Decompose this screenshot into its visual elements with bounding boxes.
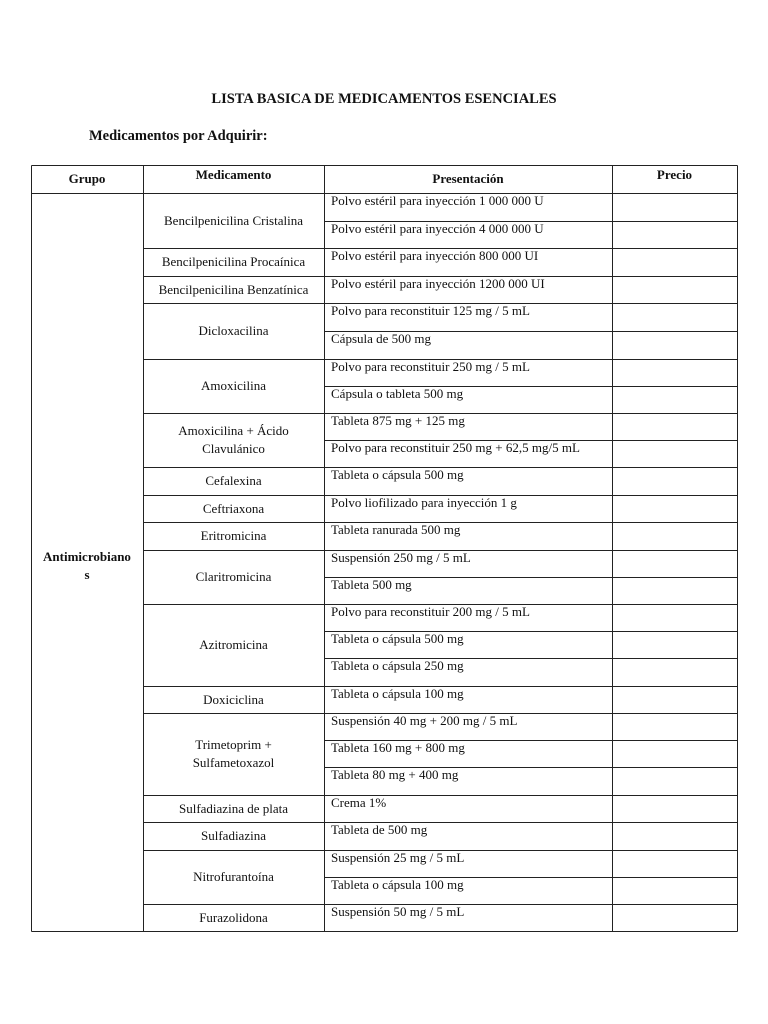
price-cell[interactable]	[612, 658, 737, 686]
presentation-text: Cápsula o tableta 500 mg	[331, 386, 464, 401]
presentation-text: Polvo estéril para inyección 1 000 000 U	[331, 193, 544, 208]
medicine-name: Sulfadiazina de plata	[178, 800, 288, 816]
price-cell[interactable]	[612, 740, 737, 767]
header-grupo: Grupo	[68, 171, 106, 186]
medicine-name: Bencilpenicilina Benzatínica	[158, 281, 309, 297]
price-cell[interactable]	[612, 904, 737, 931]
header-medicamento: Medicamento	[195, 167, 272, 182]
presentation-text: Polvo liofilizado para inyección 1 g	[331, 495, 517, 510]
price-cell[interactable]	[612, 386, 737, 413]
medicine-name: Amoxicilina + Ácido	[178, 423, 289, 438]
presentation-text: Polvo para reconstituir 125 mg / 5 mL	[331, 303, 530, 318]
medicine-name: Dicloxacilina	[198, 323, 269, 338]
medicine-name: Bencilpenicilina Cristalina	[164, 212, 303, 228]
medicine-name: Trimetoprim +	[195, 737, 272, 752]
presentation-text: Tableta o cápsula 100 mg	[331, 877, 464, 892]
presentation-text: Tableta 500 mg	[331, 577, 412, 592]
presentation-text: Polvo para reconstituir 250 mg + 62,5 mg/5 mL	[331, 440, 580, 455]
price-cell[interactable]	[612, 413, 737, 440]
price-cell[interactable]	[612, 331, 737, 359]
presentation-text: Polvo estéril para inyección 4 000 000 U	[331, 221, 544, 236]
presentation-text: Suspensión 250 mg / 5 mL	[331, 550, 471, 565]
presentation-text: Tableta o cápsula 100 mg	[331, 686, 464, 701]
price-cell[interactable]	[612, 767, 737, 795]
price-cell[interactable]	[612, 686, 737, 713]
header-precio: Precio	[656, 167, 693, 182]
medicine-name: Ceftriaxona	[202, 500, 265, 516]
presentation-text: Tableta 160 mg + 800 mg	[331, 740, 465, 755]
price-cell[interactable]	[612, 795, 737, 822]
medicine-name: Cefalexina	[205, 473, 262, 488]
price-cell[interactable]	[612, 193, 737, 221]
price-cell[interactable]	[612, 276, 737, 303]
price-cell[interactable]	[612, 440, 737, 467]
medicine-name: Azitromicina	[199, 637, 268, 652]
presentation-text: Tableta o cápsula 250 mg	[331, 658, 464, 673]
price-cell[interactable]	[612, 550, 737, 577]
medicine-name: Eritromicina	[200, 528, 267, 543]
presentation-text: Suspensión 40 mg + 200 mg / 5 mL	[331, 713, 518, 728]
price-cell[interactable]	[612, 522, 737, 550]
medicine-name: Sulfadiazina	[201, 828, 266, 843]
price-cell[interactable]	[612, 713, 737, 740]
medicine-name: Clavulánico	[202, 441, 265, 456]
price-cell[interactable]	[612, 495, 737, 522]
price-cell[interactable]	[612, 303, 737, 331]
medicine-name: Bencilpenicilina Procaínica	[161, 254, 306, 269]
presentation-text: Tableta o cápsula 500 mg	[331, 631, 464, 646]
presentation-text: Tableta 875 mg + 125 mg	[331, 413, 465, 428]
header-presentacion: Presentación	[432, 171, 504, 186]
medicine-name: Claritromicina	[195, 569, 272, 584]
group-name-line: Antimicrobiano	[43, 549, 131, 564]
medicine-name: Sulfametoxazol	[192, 755, 275, 770]
medicine-name: Furazolidona	[199, 909, 268, 925]
presentation-text: Polvo estéril para inyección 1200 000 UI	[331, 276, 545, 291]
medicine-name: Amoxicilina	[201, 378, 266, 393]
price-cell[interactable]	[612, 877, 737, 904]
presentation-text: Suspensión 50 mg / 5 mL	[331, 904, 465, 919]
price-cell[interactable]	[612, 577, 737, 604]
price-cell[interactable]	[612, 631, 737, 658]
price-cell[interactable]	[612, 248, 737, 276]
presentation-text: Tableta o cápsula 500 mg	[331, 467, 464, 482]
presentation-text: Crema 1%	[331, 795, 387, 810]
presentation-text: Tableta ranurada 500 mg	[331, 522, 461, 537]
price-cell[interactable]	[612, 221, 737, 248]
price-cell[interactable]	[612, 467, 737, 495]
presentation-text: Polvo para reconstituir 200 mg / 5 mL	[331, 604, 530, 619]
medicine-name: Nitrofurantoína	[193, 869, 274, 884]
presentation-text: Cápsula de 500 mg	[331, 331, 432, 346]
presentation-text: Tableta de 500 mg	[331, 822, 428, 837]
price-cell[interactable]	[612, 359, 737, 386]
presentation-text: Polvo estéril para inyección 800 000 UI	[331, 248, 539, 263]
document-subtitle: Medicamentos por Adquirir:	[89, 128, 268, 144]
group-name-line: s	[84, 567, 90, 582]
price-cell[interactable]	[612, 604, 737, 631]
document-title: LISTA BASICA DE MEDICAMENTOS ESENCIALES	[211, 91, 557, 107]
medicine-name: Doxiciclina	[203, 691, 264, 707]
presentation-text: Suspensión 25 mg / 5 mL	[331, 850, 465, 865]
presentation-text: Tableta 80 mg + 400 mg	[331, 767, 459, 782]
price-cell[interactable]	[612, 822, 737, 850]
presentation-text: Polvo para reconstituir 250 mg / 5 mL	[331, 359, 530, 374]
price-cell[interactable]	[612, 850, 737, 877]
